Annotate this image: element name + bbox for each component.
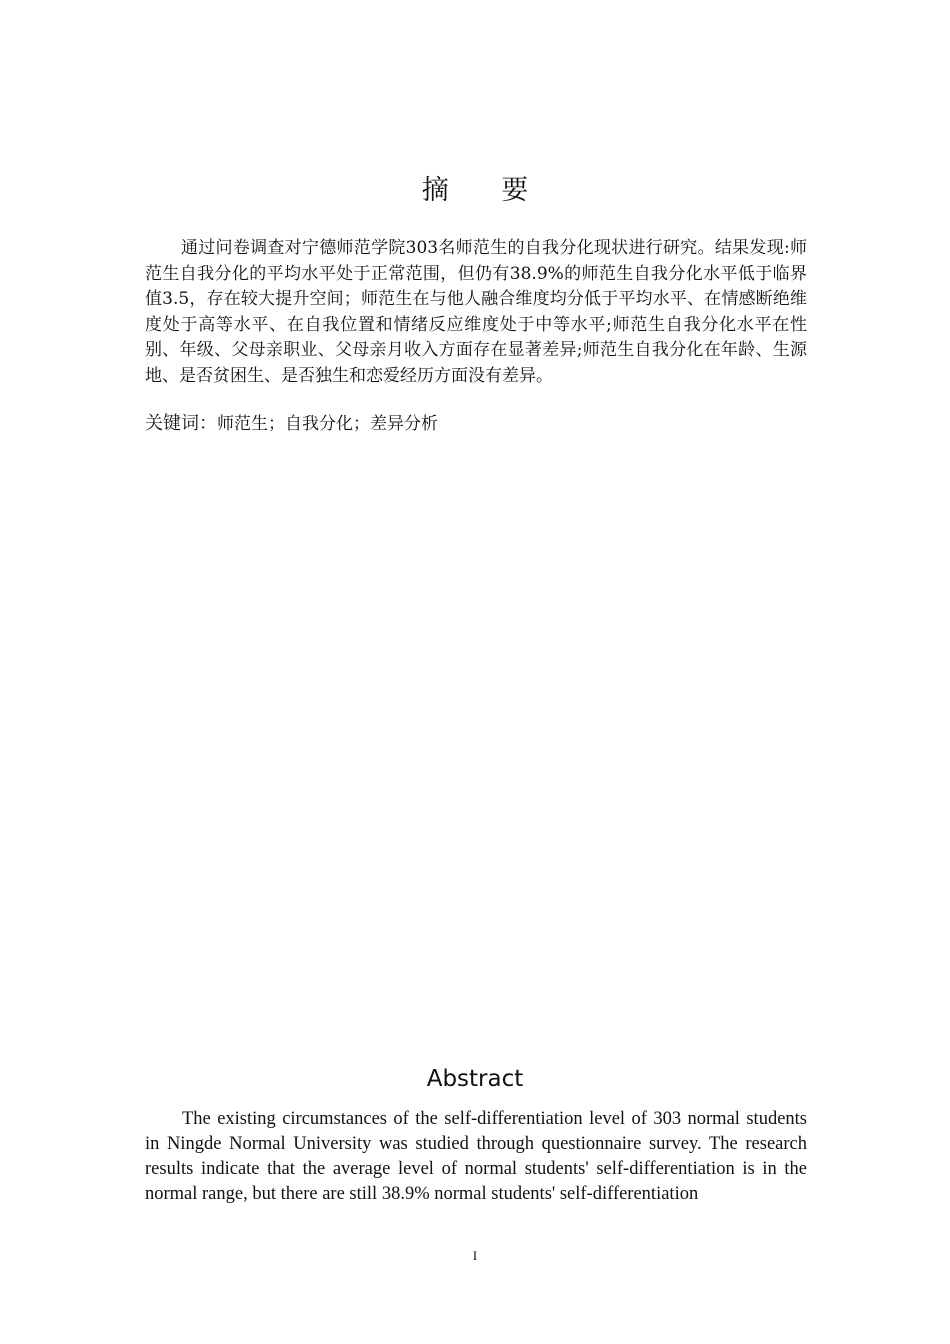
page-number: I [472,1248,478,1263]
chinese-keywords [145,411,807,437]
chinese-abstract-title: 摘 要 [421,175,551,206]
keywords-value: 师范生；自我分化；差异分析 [217,414,438,434]
keywords-label: 关键词： [145,413,217,434]
english-abstract-body: The existing circumstances of the self-differentiation level of 303 normal students in Ningde Normal University was studied through questionnaire survey. The research results indicate that the average level of normal students' self-differentiation is in the normal range, but there are still 38.9% normal students' self-differentiation [145,1109,807,1204]
chinese-abstract-body: 通过问卷调查对宁德师范学院303名师范生的自我分化现状进行研究。结果发现:师范生自我分化的平均水平处于正常范围，但仍有38.9%的师范生自我分化水平低于临界值3.5，存在较大提升空间；师范生在与他人融合维度均分低于平均水平、在情感断绝维度处于高等水平、在自我位置和情绪反应维度处于中等水平;师范生自我分化水平在性别、年级、父母亲职业、父母亲月收入方面存在显著差异;师范生自我分化在年龄、生源地、是否贫困生、是否独生和恋爱经历方面没有差异。 [145,238,807,386]
english-abstract-title: Abstract [426,1066,524,1092]
